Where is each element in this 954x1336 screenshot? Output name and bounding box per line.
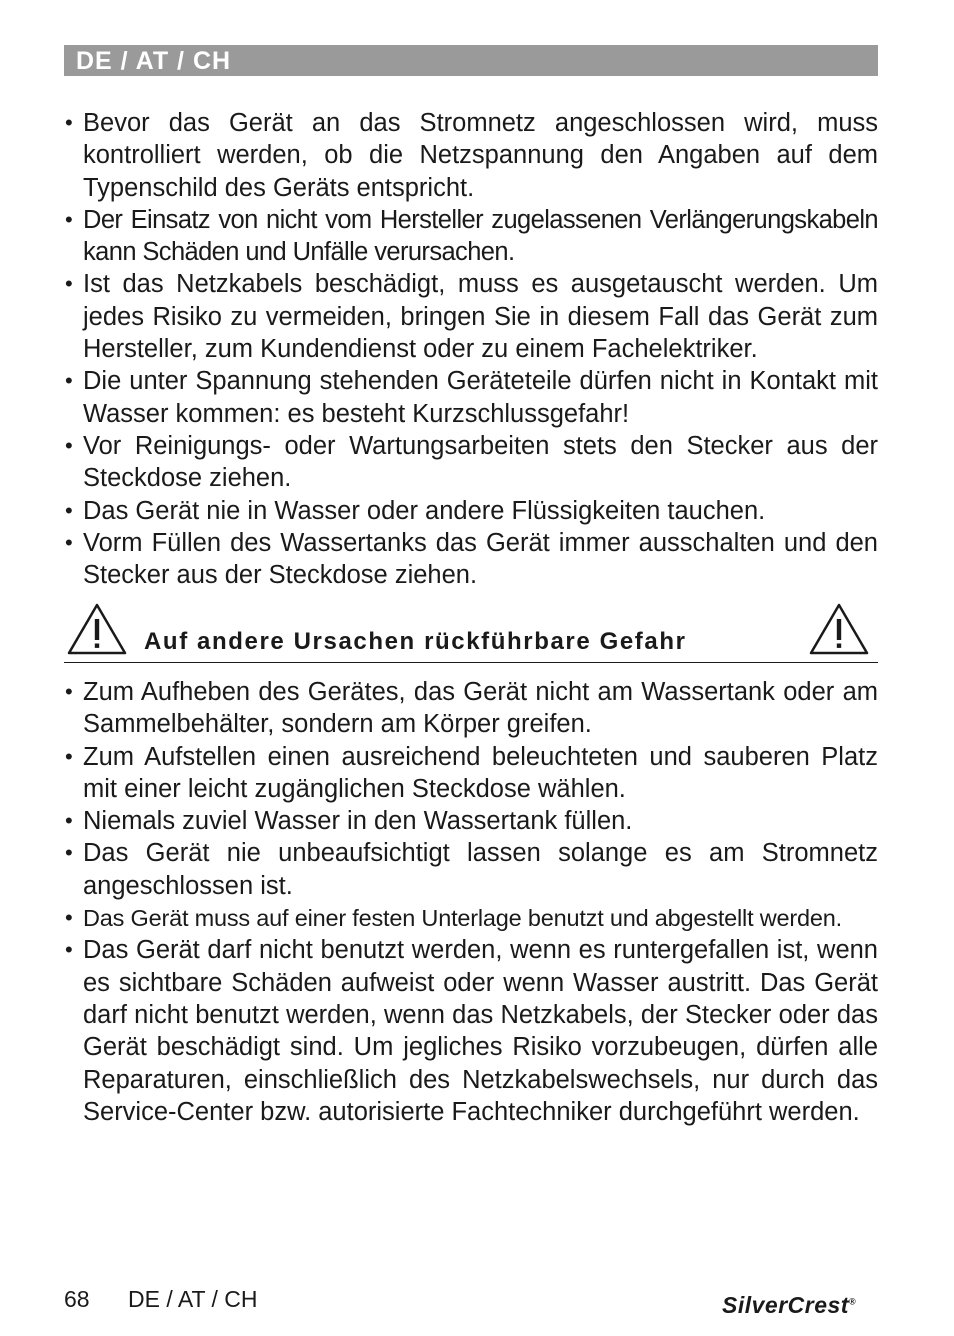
registered-mark: ®	[848, 1296, 857, 1307]
brand-logo	[722, 1292, 856, 1319]
section-title: Auf andere Ursachen rückführbare Gefahr	[144, 628, 687, 655]
list-item: • Die unter Spannung stehenden Geräteteile dürfen nicht in Kontakt mit Wasser kommen: es besteht Kurzschlussgefahr!	[65, 367, 878, 428]
list-item: • Zum Aufheben des Gerätes, das Gerät nicht am Wassertank oder am Sammelbehälter, sondern am Körper greifen.	[65, 678, 878, 739]
page-number: 68	[64, 1286, 90, 1312]
list-item: • Das Gerät nie in Wasser oder andere Flüssigkeiten tauchen.	[65, 496, 766, 525]
warning-triangle-icon	[66, 602, 128, 656]
list-item: • Vorm Füllen des Wassertanks das Gerät immer ausschalten und den Stecker aus der Steckdose ziehen.	[65, 528, 878, 590]
safety-list-electrical	[64, 107, 878, 591]
list-item: • Das Gerät darf nicht benutzt werden, wenn es runtergefallen ist, wenn es sichtbare Schäden aufweist oder wenn Wasser austritt. Das Gerät darf nicht benutzt werden, wenn das Netzkabels, der Stecker oder das Gerät beschädigt sind. Um jegliches Risiko vorzubeugen, dürfen alle Reparaturen, einschließlich des Netzkabelswechsels, nur durch das Service-Center bzw. autorisierte Fachtechniker durchgeführt werden.	[65, 936, 878, 1126]
list-item: • Der Einsatz von nicht vom Hersteller zugelassenen Verlängerungskabeln kann Schäden und Unfälle verursachen.	[65, 205, 878, 267]
list-item: • Vor Reinigungs- oder Wartungsarbeiten stets den Stecker aus der Steckdose ziehen.	[65, 431, 878, 493]
list-item: • Ist das Netzkabels beschädigt, muss es ausgetauscht werden. Um jedes Risiko zu vermeiden, bringen Sie in diesem Fall das Gerät zum Hersteller, zum Kundendienst oder zu einem Fachelektriker.	[65, 270, 878, 364]
section-heading	[64, 598, 878, 663]
brand-name: SilverCrest	[722, 1292, 849, 1318]
list-item: • Das Gerät muss auf einer festen Unterlage benutzt und abgestellt werden.	[65, 905, 842, 932]
warning-triangle-icon	[808, 602, 870, 656]
language-header-label: DE / AT / CH	[76, 47, 232, 75]
safety-list-other-hazards	[64, 676, 878, 1128]
list-item: • Niemals zuviel Wasser in den Wassertank füllen.	[65, 807, 633, 836]
footer-language-label: DE / AT / CH	[128, 1286, 258, 1312]
list-item: • Bevor das Gerät an das Stromnetz angeschlossen wird, muss kontrolliert werden, ob die Netzspannung den Angaben auf dem Typenschild des Geräts entspricht.	[65, 109, 878, 202]
list-item: • Das Gerät nie unbeaufsichtigt lassen solange es am Stromnetz angeschlossen ist.	[65, 839, 878, 900]
list-item: • Zum Aufstellen einen ausreichend beleuchteten und sauberen Platz mit einer leicht zugänglichen Steckdose wählen.	[65, 742, 878, 803]
language-header-bar	[64, 45, 878, 76]
